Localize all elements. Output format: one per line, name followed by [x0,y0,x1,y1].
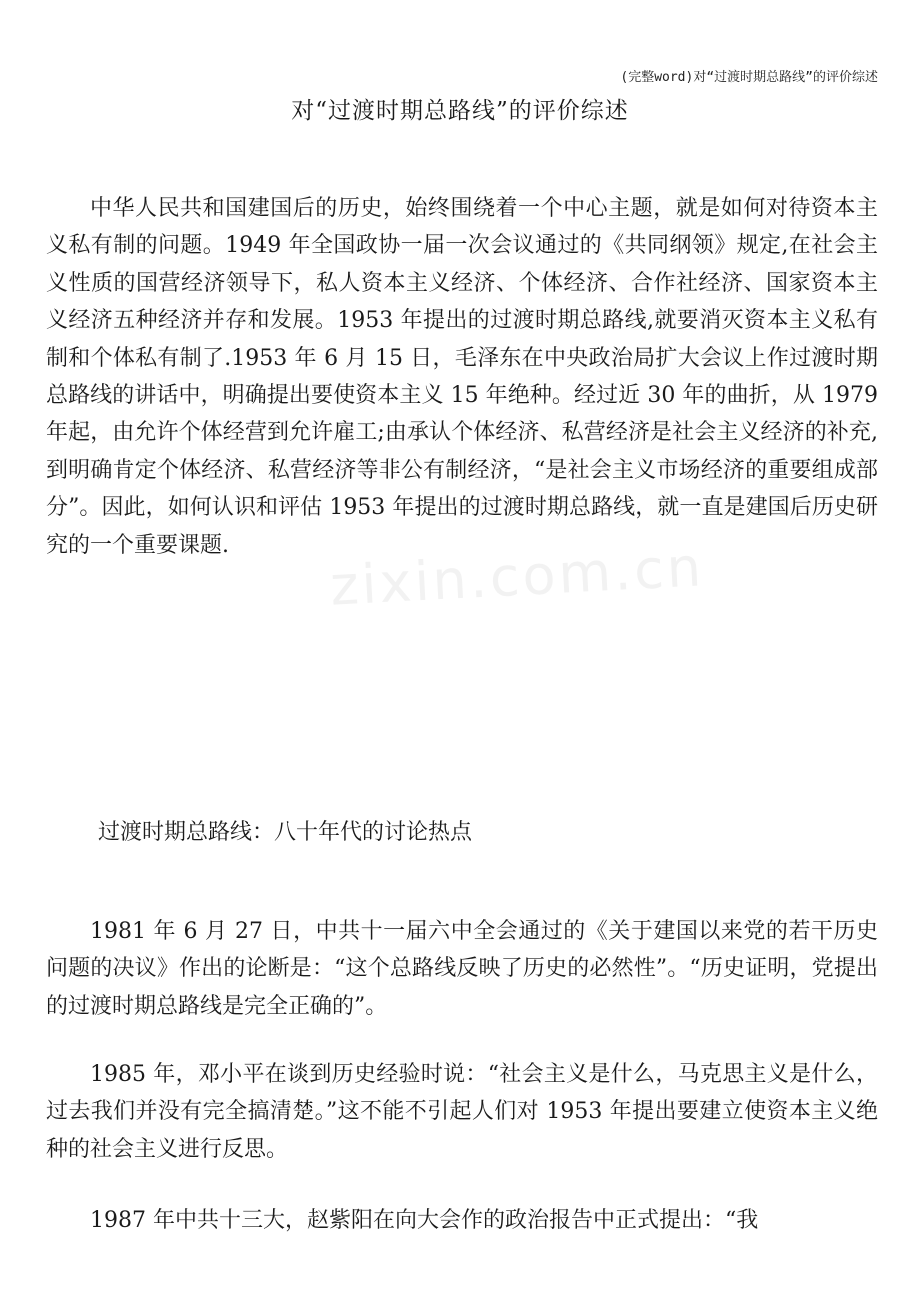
section-heading: 过渡时期总路线：八十年代的讨论热点 [98,820,473,845]
section-paragraph-1987: 1987 年中共十三大，赵紫阳在向大会作的政治报告中正式提出：“我 [90,1208,759,1233]
watermark: zixin.com.cn [328,535,706,618]
section-paragraph-1985: 1985 年，邓小平在谈到历史经验时说：“社会主义是什么，马克思主义是什么，过去我们并没有完全搞清楚。”这不能不引起人们对 1953 年提出要建立使资本主义绝种的社会主义进行反思。 [46,1062,878,1162]
running-header: (完整word)对“过渡时期总路线”的评价综述 [620,70,878,85]
document-title: 对“过渡时期总路线”的评价综述 [291,98,629,124]
intro-paragraph: 中华人民共和国建国后的历史，始终围绕着一个中心主题，就是如何对待资本主义私有制的问题。1949 年全国政协一届一次会议通过的《共同纲领》规定,在社会主义性质的国营经济领导下，私人资本主义经济、个体经济、合作社经济、国家资本主义经济五种经济并存和发展。1953 年提出的过渡时期总路线,就要消灭资本主义私有制和个体私有制了.1953 年 6 月 15 日，毛泽东在中央政治局扩大会议上作过渡时期总路线的讲话中，明确提出要使资本主义 15 年绝种。经过近 30 年的曲折，从 1979 年起，由允许个体经营到允许雇工;由承认个体经济、私营经济是社会主义经济的补充,到明确肯定个体经济、私营经济等非公有制经济，“是社会主义市场经济的重要组成部分”。因此，如何认识和评估 1953 年提出的过渡时期总路线，就一直是建国后历史研究的一个重要课题. [46,196,878,558]
section-paragraph-1981: 1981 年 6 月 27 日，中共十一届六中全会通过的《关于建国以来党的若干历史问题的决议》作出的论断是：“这个总路线反映了历史的必然性”。“历史证明，党提出的过渡时期总路线是完全正确的”。 [46,919,878,1019]
